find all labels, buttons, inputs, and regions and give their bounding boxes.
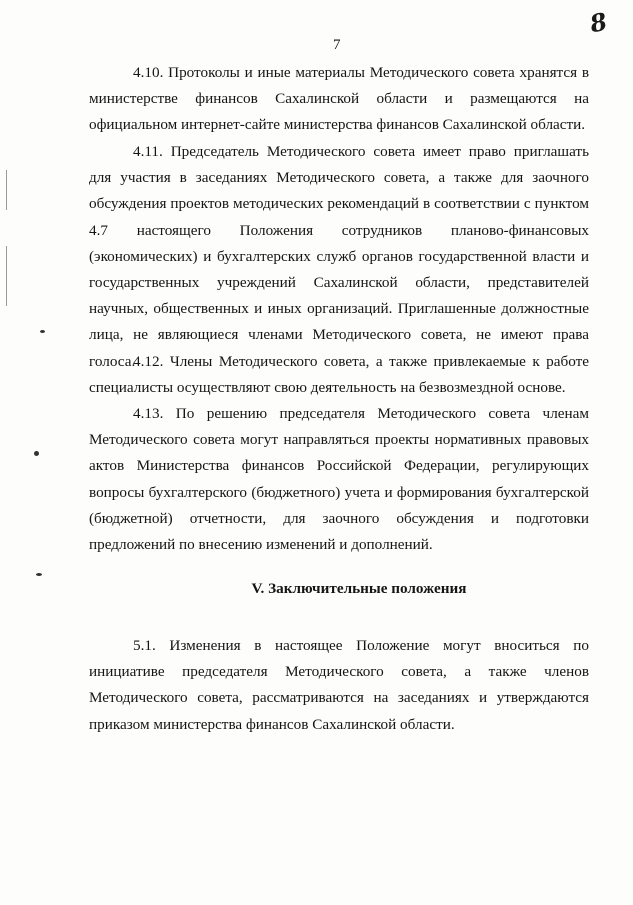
scan-speck xyxy=(36,573,42,576)
paragraph-4-11: 4.11. Председатель Методического совета имеет право приглашать для участия в заседаниях Методического совета, а также для заочного обсуждения проектов методических рекомендаций в соответствии с пунктом 4.7 настоящего Положения сотрудников планово-финансовых (экономических) и бухгалтерских служб органов государственной власти и государственных учреждений Сахалинской области, представителей научных, общественных и иных организаций. Приглашенные должностные лица, не являющиеся членами Методического совета, не имеют права голоса. xyxy=(89,143,589,370)
scan-speck xyxy=(40,330,45,333)
page-number: 7 xyxy=(333,37,341,53)
scan-speck xyxy=(34,451,39,456)
paragraph-4-10: 4.10. Протоколы и иные материалы Методического совета хранятся в министерстве финансов Сахалинской области и размещаются на официальном интернет-сайте министерства финансов Сахалинской области. xyxy=(89,64,589,134)
paragraph-4-12: 4.12. Члены Методического совета, а также привлекаемые к работе специалисты осуществляют свою деятельность на безвозмездной основе. xyxy=(89,353,589,397)
paragraph-5-1: 5.1. Изменения в настоящее Положение могут вноситься по инициативе председателя Методического совета, а также членов Методического совета, рассматриваются на заседаниях и утверждаются приказом министерства финансов Сахалинской области. xyxy=(89,637,589,733)
section-title: V. Заключительные положения xyxy=(251,580,467,597)
paragraph-4-13: 4.13. По решению председателя Методического совета членам Методического совета могут направляться проекты нормативных правовых актов Министерства финансов Российской Федерации, регулирующих вопросы бухгалтерского (бюджетного) учета и формирования бухгалтерской (бюджетной) отчетности, для заочного обсуждения и подготовки предложений по внесению изменений и дополнений. xyxy=(89,405,589,554)
handwritten-page-number: 8 xyxy=(587,6,610,39)
scan-edge-line xyxy=(6,246,7,306)
scan-edge-line xyxy=(6,170,7,210)
